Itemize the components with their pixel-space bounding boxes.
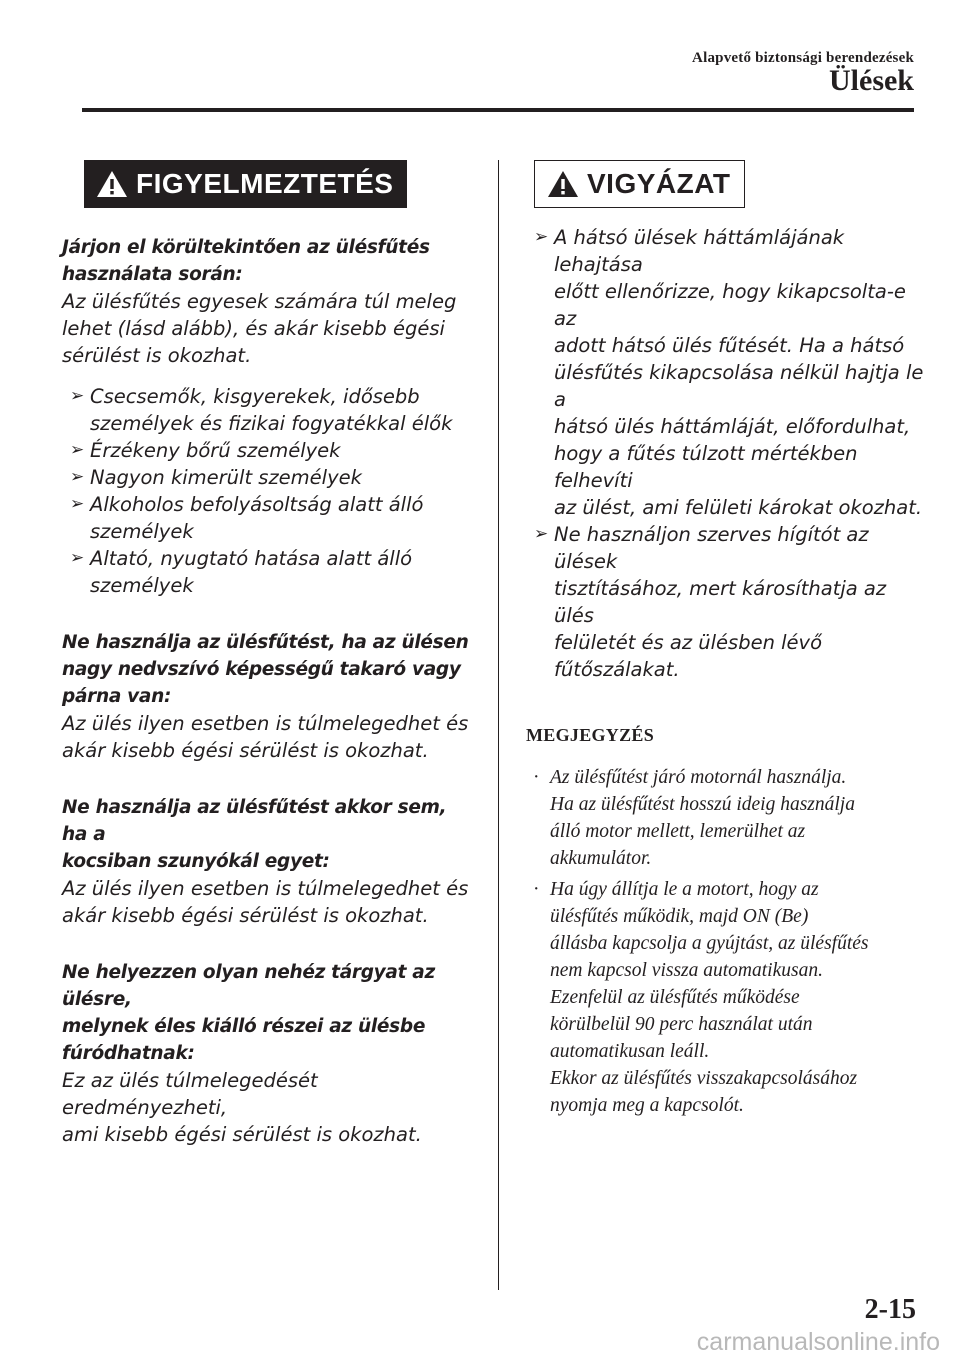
- warning-triangle-icon: [547, 170, 579, 198]
- text-line: Altató, nyugtató hatása alatt álló: [90, 547, 413, 570]
- text-line: személyek: [90, 520, 194, 543]
- list-item: [526, 764, 926, 872]
- text-line: lehet (lásd alább), és akár kisebb égési: [62, 317, 445, 340]
- text-line: ami kisebb égési sérülést is okozhat.: [62, 1123, 422, 1146]
- text-line: az ülést, ami felületi károkat okozhat.: [554, 496, 923, 519]
- arrow-bullet-icon: ➢: [70, 548, 85, 568]
- text-line: körülbelül 90 perc használat után: [550, 1014, 813, 1035]
- warning-heading: [62, 794, 474, 875]
- warning-text: [62, 288, 474, 369]
- text-line: akár kisebb égési sérülést is okozhat.: [62, 739, 429, 762]
- list-item: [526, 876, 926, 1119]
- text-line: Ha az ülésfűtést hosszú ideig használja: [550, 794, 855, 815]
- warning-block-1: [62, 234, 474, 599]
- text-line: sérülést is okozhat.: [62, 344, 252, 367]
- list-item: [62, 464, 474, 491]
- text-line: Az ülésfűtést járó motornál használja.: [550, 767, 847, 788]
- warning-column: [62, 160, 474, 1148]
- heading-text: Járjon el körültekintően az ülésfűtés használata során:: [62, 237, 430, 285]
- watermark-link[interactable]: carmanualsonline.info: [696, 1328, 940, 1356]
- text-line: álló motor mellett, lemerülhet az: [550, 821, 806, 842]
- arrow-bullet-icon: ➢: [70, 386, 85, 406]
- text-line: Ne használja az ülésfűtést akkor sem, ha a: [62, 797, 447, 845]
- list-item: [526, 521, 926, 683]
- warning-block-3: [62, 794, 474, 929]
- dot-bullet-icon: ·: [533, 767, 540, 788]
- text-line: párna van:: [62, 686, 172, 707]
- text-line: nem kapcsol vissza automatikusan.: [550, 960, 823, 981]
- text-line: Az ülés ilyen esetben is túlmelegedhet és: [62, 877, 469, 900]
- note-title: MEGJEGYZÉS: [526, 725, 655, 745]
- text-line: adott hátsó ülés fűtését. Ha a hátsó: [554, 334, 905, 357]
- warning-block-4: [62, 959, 474, 1148]
- arrow-bullet-icon: ➢: [534, 524, 549, 544]
- warning-text: [62, 710, 474, 764]
- text-line: A hátsó ülések háttámlájának lehajtása: [554, 226, 845, 276]
- text-line: Ekkor az ülésfűtés visszakapcsolásához: [550, 1068, 858, 1089]
- text-line: Érzékeny bőrű személyek: [90, 439, 341, 462]
- caution-list: [526, 224, 926, 683]
- note-list: [526, 764, 926, 1119]
- arrow-bullet-icon: ➢: [70, 440, 85, 460]
- text-line: nagy nedvszívó képességű takaró vagy: [62, 659, 461, 680]
- warning-text: [62, 875, 474, 929]
- text-line: Ezenfelül az ülésfűtés működése: [550, 987, 800, 1008]
- list-item: [526, 224, 926, 521]
- warning-heading: [62, 959, 474, 1067]
- text-line: melynek éles kiálló részei az ülésbe: [62, 1016, 426, 1037]
- warning-text: [62, 1067, 474, 1148]
- arrow-bullet-icon: ➢: [70, 467, 85, 487]
- caution-label: VIGYÁZAT: [587, 168, 731, 199]
- text-line: Csecsemők, kisgyerekek, idősebb: [90, 385, 420, 408]
- dot-bullet-icon: ·: [533, 879, 540, 900]
- text-line: személyek: [90, 574, 194, 597]
- risk-group-list: [62, 383, 474, 599]
- text-line: automatikusan leáll.: [550, 1041, 710, 1062]
- page-number: 2-15: [864, 1294, 916, 1325]
- text-line: nyomja meg a kapcsolót.: [550, 1095, 744, 1116]
- text-line: Az ülés ilyen esetben is túlmelegedhet és: [62, 712, 469, 735]
- text-line: Ez az ülés túlmelegedését eredményezheti,: [62, 1069, 318, 1119]
- list-item: [62, 437, 474, 464]
- text-line: akkumulátor.: [550, 848, 652, 869]
- text-line: kocsiban szunyókál egyet:: [62, 851, 330, 872]
- warning-banner: [84, 160, 407, 208]
- text-line: Az ülésfűtés egyesek számára túl meleg: [62, 290, 457, 313]
- warning-label: FIGYELMEZTETÉS: [136, 168, 394, 199]
- list-item: [62, 545, 474, 599]
- text-line: állásba kapcsolja a gyújtást, az ülésfűtés: [550, 933, 869, 954]
- text-line: Ne használja az ülésfűtést, ha az ülésen: [62, 632, 469, 653]
- chapter-title: Ülések: [829, 64, 914, 97]
- warning-heading: [62, 234, 474, 288]
- text-line: Nagyon kimerült személyek: [90, 466, 362, 489]
- section-title: Alapvető biztonsági berendezések: [692, 50, 914, 66]
- text-line: akár kisebb égési sérülést is okozhat.: [62, 904, 429, 927]
- text-line: tisztításához, mert károsíthatja az ülés: [554, 577, 887, 627]
- warning-heading: [62, 629, 474, 710]
- text-line: ülésfűtés kikapcsolása nélkül hajtja le a: [554, 361, 924, 411]
- warning-block-2: [62, 629, 474, 764]
- caution-column: [526, 160, 926, 1119]
- text-line: hogy a fűtés túlzott mértékben felhevíti: [554, 442, 858, 492]
- text-line: Alkoholos befolyásoltság alatt álló: [90, 493, 424, 516]
- arrow-bullet-icon: ➢: [70, 494, 85, 514]
- text-line: előtt ellenőrizze, hogy kikapcsolta-e az: [554, 280, 906, 330]
- text-line: Ne helyezzen olyan nehéz tárgyat az ülésre,: [62, 962, 435, 1010]
- text-line: hátsó ülés háttámláját, előfordulhat,: [554, 415, 911, 438]
- arrow-bullet-icon: ➢: [534, 227, 549, 247]
- text-line: fúródhatnak:: [62, 1043, 195, 1064]
- text-line: ülésfűtés működik, majd ON (Be): [550, 906, 809, 927]
- list-item: [62, 383, 474, 437]
- list-item: [62, 491, 474, 545]
- column-divider: [498, 160, 499, 1290]
- text-line: Ha úgy állítja le a motort, hogy az: [550, 879, 819, 900]
- caution-banner: [534, 160, 745, 208]
- text-line: személyek és fizikai fogyatékkal élők: [90, 412, 453, 435]
- text-line: Ne használjon szerves hígítót az ülések: [554, 523, 869, 573]
- text-line: felületét és az ülésben lévő fűtőszálakat.: [554, 631, 823, 681]
- header-rule: [82, 108, 914, 112]
- warning-triangle-icon: [96, 170, 128, 198]
